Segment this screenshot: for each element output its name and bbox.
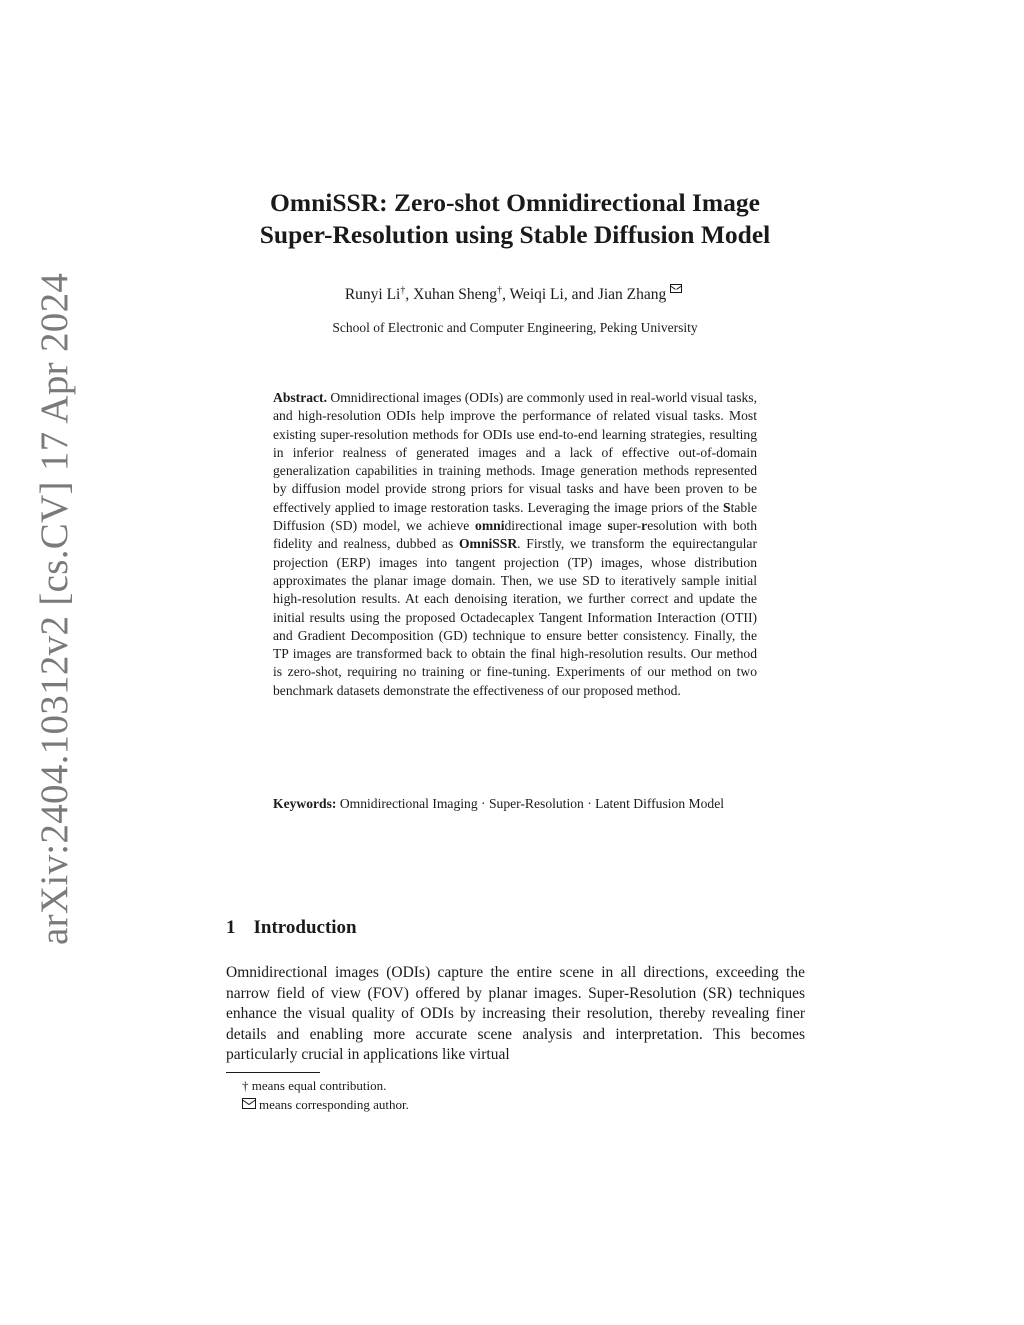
affiliation: School of Electronic and Computer Engineering, Peking University (332, 320, 698, 335)
author-2: Xuhan Sheng (413, 286, 498, 304)
paper-title (180, 187, 850, 251)
author-1: Runyi Li (344, 286, 401, 304)
section-title: Introduction (253, 917, 357, 938)
arxiv-identifier: arXiv:2404.10312v2 [cs.CV] 17 Apr 2024 (33, 272, 76, 945)
author-3: Weiqi Li (509, 286, 564, 304)
title-line-2: Super-Resolution using Stable Diffusion Model (259, 220, 771, 249)
abstract-label: Abstract. (273, 390, 327, 405)
footnote-corresponding-author: means corresponding author. (242, 1097, 409, 1113)
footnote-divider (226, 1072, 320, 1073)
abstract: Abstract. Omnidirectional images (ODIs) are commonly used in real-world visual tasks, and high-resolution ODIs help improve the performance of related visual tasks. Most existing super-resolution methods for ODIs use end-to-end learning strategies, resulting in inferior realness of generated images and a lack of effective out-of-domain generalization capabilities in training methods. Image generation methods represented by diffusion model provide strong priors for visual tasks and have been proven to be effectively applied to image restoration tasks. Leveraging the image priors of the Stable Diffusion (SD) model, we achieve omnidirectional image super-resolution with both fidelity and realness, dubbed as OmniSSR. Firstly, we transform the equirectangular projection (ERP) images into tangent projection (TP) images, whose distribution approximates the planar image domain. Then, we use SD to iteratively sample initial high-resolution results. At each denoising iteration, we further correct and update the initial results using the proposed Octadecaplex Tangent Information Interaction (OTII) and Gradient Decomposition (GD) technique to ensure better consistency. Finally, the TP images are transformed back to obtain the final high-resolution results. Our method is zero-shot, requiring no training or fine-tuning. Experiments of our method on two benchmark datasets demonstrate the effectiveness of our proposed method. (273, 390, 757, 698)
section-heading-introduction (226, 917, 357, 939)
author-list: Runyi Li†, Xuhan Sheng†, Weiqi Li, and Jian Zhang (180, 284, 850, 304)
introduction-paragraph: Omnidirectional images (ODIs) capture the entire scene in all directions, exceeding the narrow field of view (FOV) offered by planar images. Super-Resolution (SR) techniques enhance the visual quality of ODIs by increasing their resolution, thereby revealing finer details and enabling more accurate scene analysis and interpretation. This becomes particularly crucial in applications like virtual (226, 964, 805, 1063)
corresponding-author-envelope-icon (670, 285, 685, 295)
method-name: OmniSSR (458, 536, 518, 552)
equal-contribution-mark: † (497, 285, 503, 296)
author-4: Jian Zhang (597, 286, 667, 304)
title-line-1: OmniSSR: Zero-shot Omnidirectional Image (270, 188, 760, 217)
envelope-icon (242, 1098, 256, 1109)
keywords-text: Omnidirectional Imaging · Super-Resolution · Latent Diffusion Model (339, 796, 725, 811)
footnote-equal-contribution: † means equal contribution. (242, 1078, 387, 1093)
keywords-label: Keywords: (273, 796, 337, 811)
equal-contribution-mark: † (400, 285, 406, 296)
section-number: 1 (226, 917, 236, 938)
keywords (273, 795, 757, 813)
